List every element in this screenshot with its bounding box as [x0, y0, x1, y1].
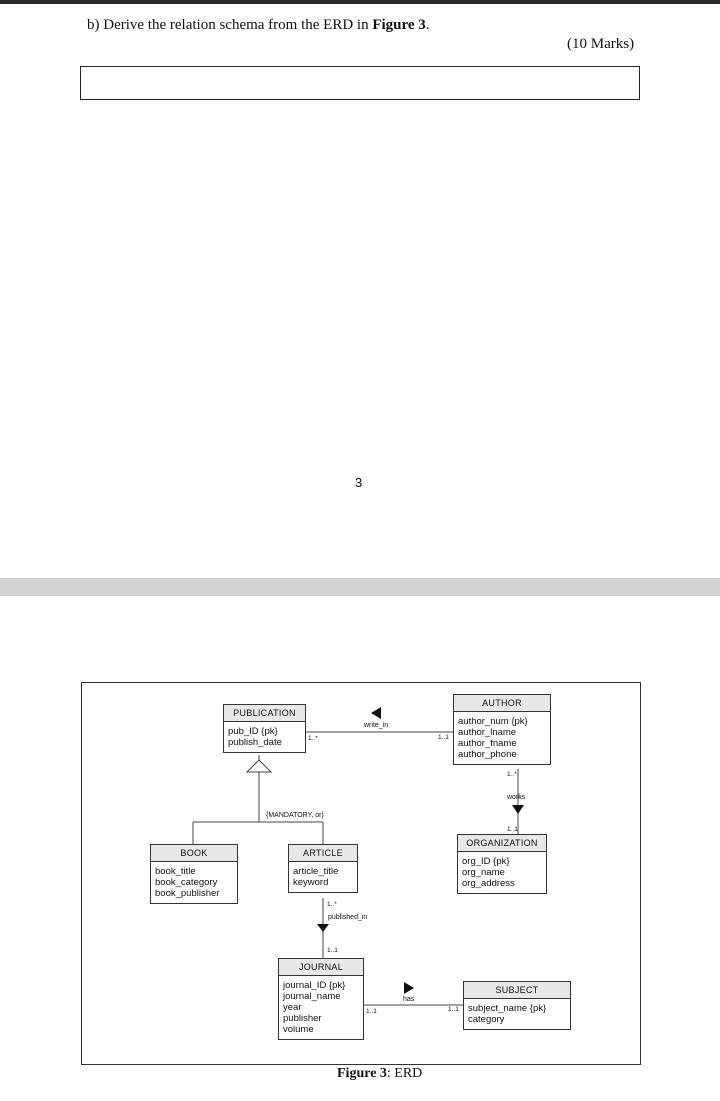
entity-attribute: book_publisher — [155, 888, 220, 899]
figure-caption — [337, 1066, 422, 1082]
entity-attribute: org_address — [462, 878, 515, 889]
entity-attribute: org_name — [462, 867, 505, 878]
entity-author — [453, 694, 551, 765]
has-arrow-icon — [404, 982, 414, 994]
entity-attribute: author_lname — [458, 727, 517, 738]
relationship-label-has: has — [403, 996, 415, 1003]
multiplicity-label: 1..* — [327, 901, 337, 908]
entity-title: JOURNAL — [279, 959, 363, 976]
multiplicity-label: 1..* — [507, 771, 517, 778]
entity-attribute: publish_date — [228, 737, 282, 748]
question-suffix: . — [425, 17, 430, 33]
entity-attribute: pub_ID {pk} — [228, 726, 278, 737]
relationship-label-works: works — [507, 794, 526, 801]
entity-attribute: author_fname — [458, 738, 517, 749]
entity-attribute: journal_ID {pk} — [283, 980, 346, 991]
entity-organization — [457, 834, 547, 894]
multiplicity-label: 1..1 — [507, 826, 518, 833]
entity-title: ORGANIZATION — [458, 835, 546, 852]
multiplicity-label: 1..* — [308, 735, 318, 742]
entity-attribute: keyword — [293, 877, 329, 888]
figure-caption-number: Figure 3 — [337, 1066, 387, 1081]
entity-book — [150, 844, 238, 904]
multiplicity-label: 1..1 — [366, 1008, 377, 1015]
entity-journal — [278, 958, 364, 1040]
relationship-label-write-in: write_in — [364, 722, 389, 729]
question-prefix: b) Derive the relation schema from the ERD in — [87, 17, 373, 33]
entity-attribute: article_title — [293, 866, 339, 877]
entity-subject — [463, 981, 571, 1030]
multiplicity-label: 1..1 — [327, 947, 338, 954]
entity-publication — [223, 704, 306, 753]
specialization-label: {MANDATORY, or} — [266, 812, 324, 819]
marks-label: (10 Marks) — [567, 36, 635, 52]
multiplicity-label: 1..1 — [448, 1006, 459, 1013]
entity-attribute: journal_name — [283, 991, 341, 1002]
write-in-arrow-icon — [371, 707, 381, 719]
entity-attribute: book_category — [155, 877, 218, 888]
relationship-label-published-in: published_in — [328, 914, 368, 921]
entity-attribute: org_ID {pk} — [462, 856, 510, 867]
entity-attribute: subject_name {pk} — [468, 1003, 547, 1014]
entity-attribute: volume — [283, 1024, 314, 1035]
entity-title: SUBJECT — [464, 982, 570, 999]
entity-title: BOOK — [151, 845, 237, 862]
question-figure-ref: Figure 3 — [372, 17, 426, 33]
figure-caption-text: : ERD — [386, 1066, 423, 1081]
entity-attribute: author_num {pk} — [458, 716, 528, 727]
entity-title: ARTICLE — [289, 845, 357, 862]
entity-title: PUBLICATION — [224, 705, 305, 722]
published-in-arrow-icon — [317, 924, 329, 932]
generalization-triangle — [247, 760, 271, 772]
entity-attribute: category — [468, 1014, 505, 1025]
entity-attribute: publisher — [283, 1013, 322, 1024]
page-number: 3 — [355, 475, 363, 490]
entity-attribute: year — [283, 1002, 302, 1013]
multiplicity-label: 1..1 — [438, 734, 449, 741]
works-arrow-icon — [512, 805, 524, 814]
entity-attribute: book_title — [155, 866, 196, 877]
entity-article — [288, 844, 358, 893]
entity-attribute: author_phone — [458, 749, 517, 760]
entity-title: AUTHOR — [454, 695, 550, 712]
